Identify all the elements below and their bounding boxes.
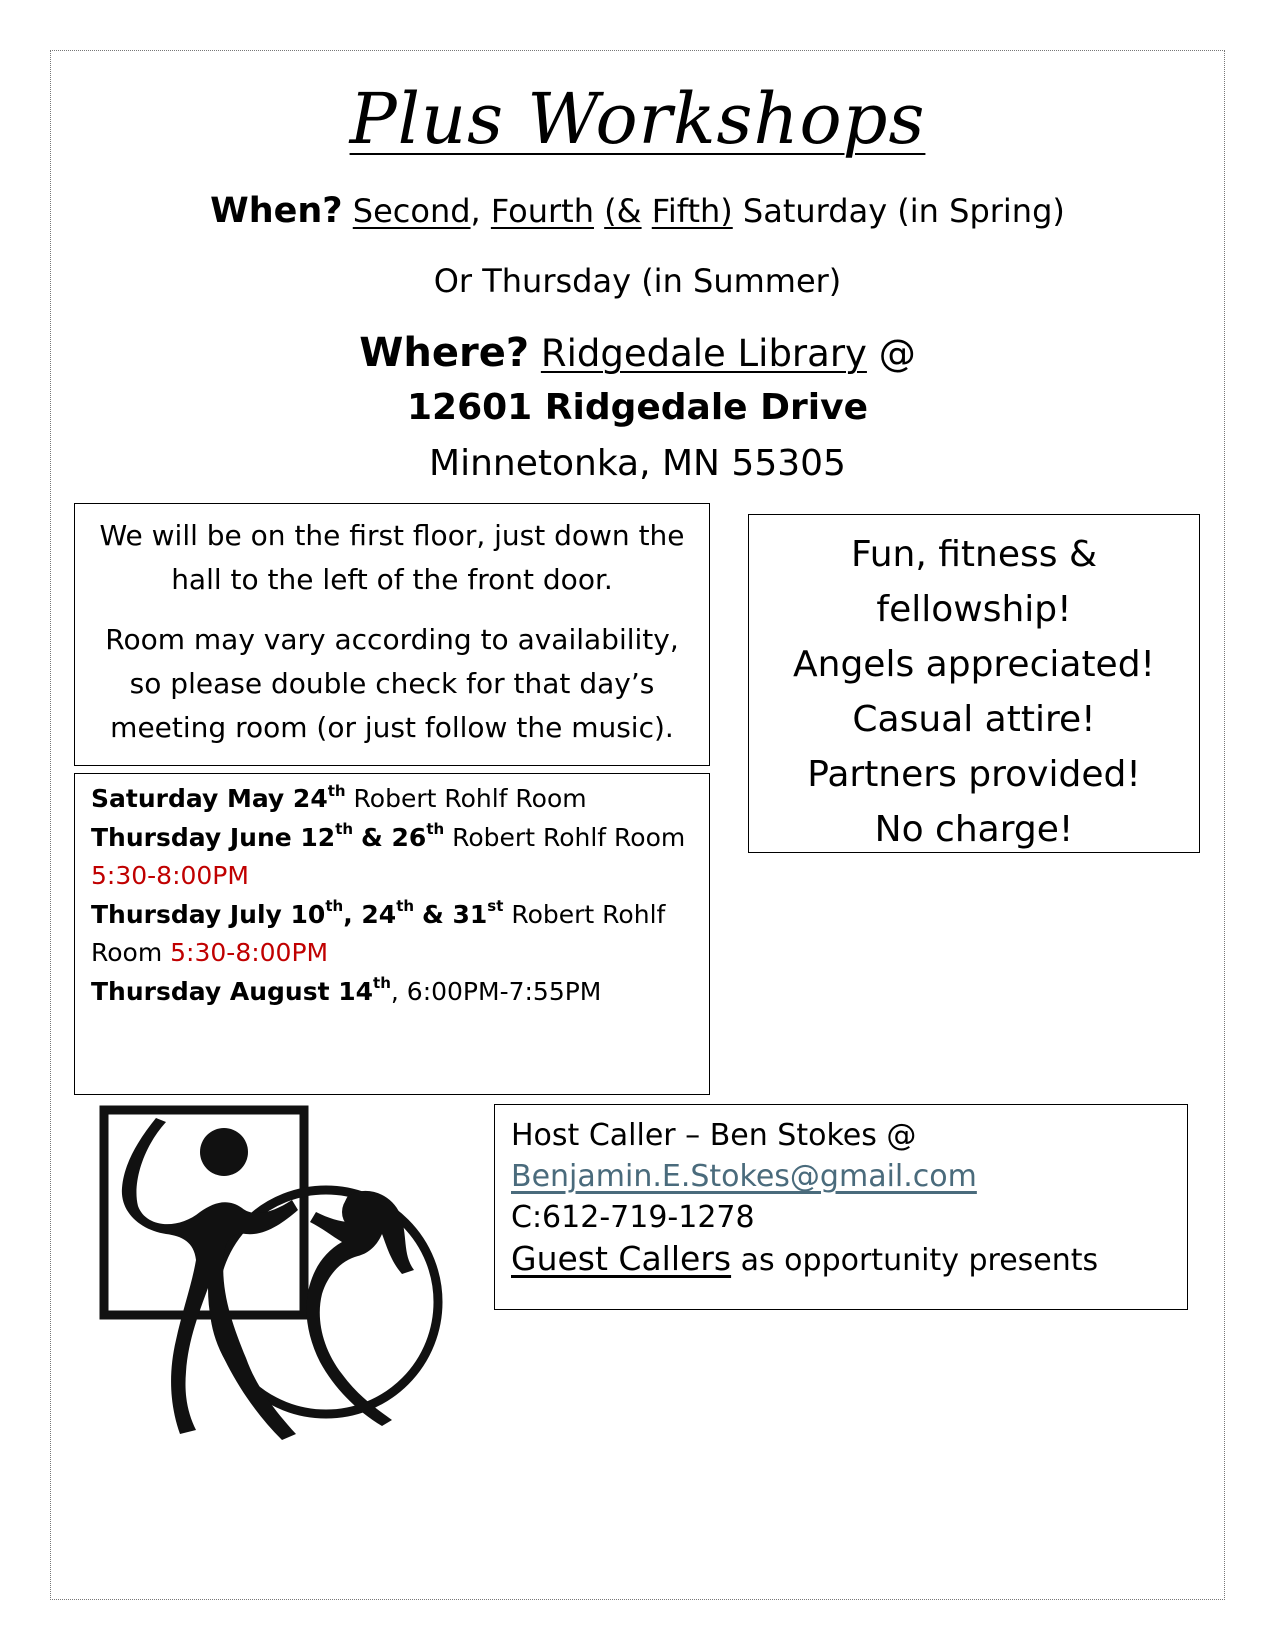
guest-callers-rest: as opportunity presents	[740, 1243, 1099, 1278]
host-email-line	[511, 1156, 1171, 1197]
address-line-1: 12601 Ridgedale Drive	[406, 387, 868, 428]
schedule-line-1	[91, 780, 693, 819]
schedule-room: Robert Rohlf Room	[452, 822, 686, 852]
host-email-link[interactable]: Benjamin.E.Stokes@gmail.com	[511, 1159, 977, 1194]
schedule-date: Thursday June 12	[91, 822, 336, 852]
schedule-date: , 24	[343, 899, 397, 929]
schedule-date: Thursday August 14	[91, 976, 374, 1006]
when-comma: ,	[470, 192, 481, 230]
when-line-2: Or Thursday (in Summer)	[433, 262, 842, 300]
schedule-line-2	[91, 819, 693, 858]
schedule-date: Thursday July 10	[91, 899, 326, 929]
schedule-box	[74, 773, 710, 1095]
schedule-room: Robert Rohlf Room	[353, 784, 587, 813]
schedule-line-6	[91, 973, 693, 1012]
host-caller: Host Caller – Ben Stokes @	[511, 1118, 917, 1153]
host-phone: C:612-719-1278	[511, 1200, 755, 1235]
fun-line: No charge!	[874, 809, 1074, 850]
when-paren-open: (&	[604, 192, 642, 230]
schedule-room: Robert Rohlf	[511, 899, 666, 929]
schedule-sup: th	[426, 820, 445, 839]
schedule-line-4	[91, 896, 693, 935]
floor-info-box	[74, 503, 710, 766]
when-fifth: Fifth)	[651, 192, 733, 230]
schedule-sup: th	[327, 781, 346, 800]
schedule-date: & 31	[422, 899, 488, 929]
schedule-date: & 26	[361, 822, 427, 852]
schedule-date: Saturday May 24	[91, 784, 328, 813]
guest-callers-line	[511, 1238, 1171, 1281]
schedule-sup: th	[373, 974, 391, 993]
schedule-time-plain: , 6:00PM-7:55PM	[390, 976, 602, 1006]
schedule-line-5	[91, 934, 693, 973]
fun-line: Angels appreciated!	[793, 644, 1155, 685]
page-title-wrap	[0, 78, 1275, 160]
when-rest: Saturday (in Spring)	[742, 192, 1065, 230]
fun-line: Casual attire!	[852, 699, 1096, 740]
when-label: When?	[210, 191, 343, 231]
fun-box	[748, 514, 1200, 853]
page-title: Plus Workshops	[349, 78, 926, 160]
square-dance-couple-logo-icon	[96, 1104, 456, 1454]
where-at: @	[878, 332, 916, 375]
schedule-sup: th	[325, 897, 344, 916]
schedule-sup: st	[487, 897, 504, 916]
where-line	[0, 330, 1275, 376]
schedule-time: 5:30-8:00PM	[91, 861, 249, 890]
fun-line: Fun, fitness &	[850, 534, 1098, 575]
where-library: Ridgedale Library	[540, 332, 867, 375]
when-fourth: Fourth	[490, 192, 594, 230]
where-label: Where?	[359, 330, 530, 376]
when-second: Second	[352, 192, 471, 230]
when-line	[0, 191, 1275, 231]
floor-info-p2: Room may vary according to availability, so please double check for that day’s meeting room (or just follow the music).	[105, 623, 679, 744]
guest-callers-label: Guest Callers	[511, 1239, 732, 1278]
schedule-sup: th	[396, 897, 415, 916]
fun-line: fellowship!	[876, 589, 1072, 630]
floor-info-p1: We will be on the first floor, just down the hall to the left of the front door.	[99, 519, 685, 596]
fun-line: Partners provided!	[807, 754, 1141, 795]
host-box	[494, 1104, 1188, 1310]
schedule-sup: th	[335, 820, 354, 839]
address-line-2: Minnetonka, MN 55305	[429, 443, 846, 484]
schedule-room: Room	[91, 938, 163, 967]
schedule-time: 5:30-8:00PM	[170, 938, 329, 967]
